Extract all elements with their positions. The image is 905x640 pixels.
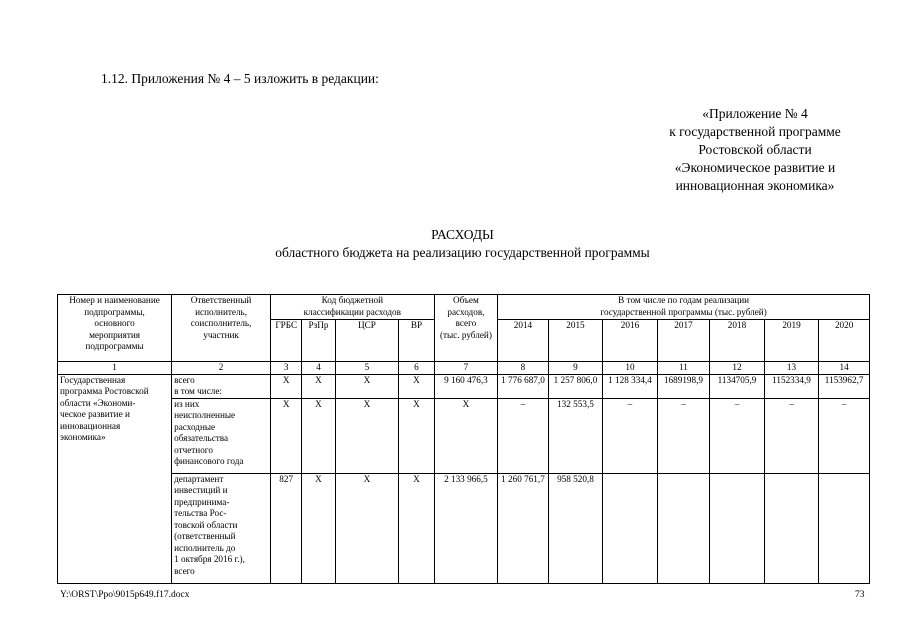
year-cell: 1134705,9 [710,374,765,398]
header-total: Объем расходов, всего (тыс. рублей) [434,295,498,362]
header-csr: ЦСР [335,320,399,362]
column-number: 12 [710,362,765,375]
year-cell: 1689198,9 [657,374,710,398]
column-number: 1 [58,362,172,375]
column-number: 7 [434,362,498,375]
year-cell: 1153962,7 [819,374,870,398]
year-cell: 1 257 806,0 [548,374,603,398]
year-cell: – [764,398,819,473]
grbs-cell: X [271,374,302,398]
column-number: 10 [603,362,658,375]
header-executor: Ответственный исполнитель, соисполнитель, участник [172,295,271,362]
table-row [58,398,870,473]
year-cell: 1 128 334,4 [603,374,658,398]
year-cell: 958 520,8 [548,473,603,583]
rzpr-cell: X [302,398,335,473]
column-number: 11 [657,362,710,375]
header-year-2015: 2015 [548,320,603,362]
year-cell [764,473,819,583]
year-cell: – [498,398,548,473]
year-cell [710,473,765,583]
year-cell: – [657,398,710,473]
document-title [200,226,725,262]
header-vr: ВР [399,320,434,362]
year-cell: 132 553,5 [548,398,603,473]
column-number: 13 [764,362,819,375]
rzpr-cell: X [302,473,335,583]
csr-cell: X [335,398,399,473]
year-cell: 1 260 761,7 [498,473,548,583]
header-budget-code: Код бюджетной классификации расходов [271,295,435,320]
year-cell: 1152334,9 [764,374,819,398]
header-year-2014: 2014 [498,320,548,362]
header-rzpr: РзПр [302,320,335,362]
table-row [58,374,870,398]
header-year-2018: 2018 [710,320,765,362]
column-number: 2 [172,362,271,375]
program-name-cell: Государственная программа Ростовской области «Экономи- ческое развитие и инновационная экономика» [58,374,172,583]
budget-table [57,294,870,584]
intro-text: 1.12. Приложения № 4 – 5 изложить в редакции: [101,71,379,86]
executor-cell: департамент инвестиций и предпринима- тельства Рос- товской области (ответственный исполнитель до 1 октября 2016 г.), всего [172,473,271,583]
csr-cell: X [335,473,399,583]
column-number: 6 [399,362,434,375]
subtitle-line: областного бюджета на реализацию государственной программы [275,245,650,260]
vr-cell: X [399,398,434,473]
column-number: 5 [335,362,399,375]
appendix-line: инновационная экономика» [675,178,835,193]
column-number: 14 [819,362,870,375]
executor-cell: из них неисполненные расходные обязательства отчетного финансового года [172,398,271,473]
column-number: 4 [302,362,335,375]
table-row [58,473,870,583]
column-number: 3 [271,362,302,375]
total-cell: 9 160 476,3 [434,374,498,398]
total-cell: X [434,398,498,473]
year-cell: 1 776 687,0 [498,374,548,398]
year-cell: – [603,398,658,473]
appendix-header [600,105,905,195]
header-year-2017: 2017 [657,320,710,362]
year-cell: – [819,398,870,473]
appendix-line: «Экономическое развитие и [674,160,836,175]
year-cell [657,473,710,583]
rzpr-cell: X [302,374,335,398]
csr-cell: X [335,374,399,398]
header-years-group: В том числе по годам реализации государственной программы (тыс. рублей) [498,295,870,320]
footer-file-path: Y:\ORST\Ppo\9015p649.f17.docx [60,590,190,600]
appendix-line: «Приложение № 4 [702,106,808,121]
column-number-row [58,362,870,375]
header-program-name: Номер и наименование подпрограммы, основного мероприятия подпрограммы [58,295,172,362]
header-year-2020: 2020 [819,320,870,362]
year-cell [603,473,658,583]
vr-cell: X [399,374,434,398]
year-cell: – [710,398,765,473]
grbs-cell: X [271,398,302,473]
total-cell: 2 133 966,5 [434,473,498,583]
column-number: 8 [498,362,548,375]
executor-cell: всего в том числе: [172,374,271,398]
column-number: 9 [548,362,603,375]
appendix-line: к государственной программе [669,124,841,139]
appendix-line: Ростовской области [698,142,812,157]
title-line: РАСХОДЫ [431,227,494,242]
year-cell [819,473,870,583]
header-year-2016: 2016 [603,320,658,362]
grbs-cell: 827 [271,473,302,583]
header-grbs: ГРБС [271,320,302,362]
vr-cell: X [399,473,434,583]
page-number: 73 [855,590,865,600]
header-year-2019: 2019 [764,320,819,362]
